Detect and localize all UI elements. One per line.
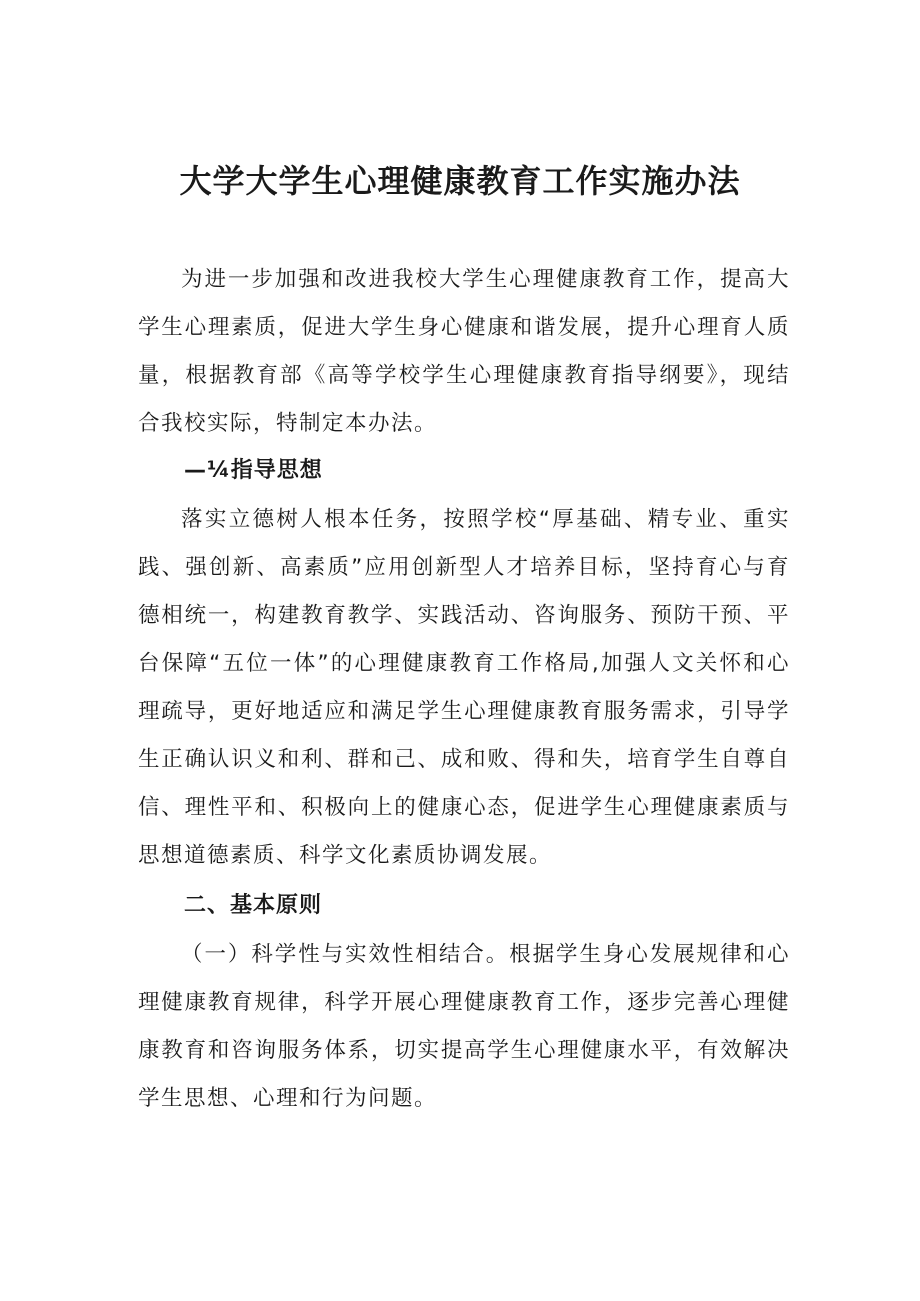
basic-principles-paragraph: （一）科学性与实效性相结合。根据学生身心发展规律和心理健康教育规律，科学开展心理健康教育工作，逐步完善心理健康教育和咨询服务体系，切实提高学生心理健康水平，有效解决学生思想、心理和行为问题。 [138,942,790,1111]
section-heading-guiding-ideology: —¼指导思想 [184,458,323,483]
intro-paragraph: 为进一步加强和改进我校大学生心理健康教育工作，提高大学生心理素质，促进大学生身心健康和谐发展，提升心理育人质量，根据教育部《高等学校学生心理健康教育指导纲要》，现结合我校实际，特制定本办法。 [138,267,790,436]
document-title: 大学大学生心理健康教育工作实施办法 [179,162,741,200]
section-heading-basic-principles: 二、基本原则 [184,893,323,918]
guiding-ideology-paragraph: 落实立德树人根本任务，按照学校“厚基础、精专业、重实践、强创新、高素质”应用创新型人才培养目标，坚持育心与育德相统一，构建教育教学、实践活动、咨询服务、预防干预、平台保障“五位一体”的心理健康教育工作格局,加强人文关怀和心理疏导，更好地适应和满足学生心理健康教育服务需求，引导学生正确认识义和利、群和己、成和败、得和失，培育学生自尊自信、理性平和、积极向上的健康心态，促进学生心理健康素质与思想道德素质、科学文化素质协调发展。 [138,507,790,868]
